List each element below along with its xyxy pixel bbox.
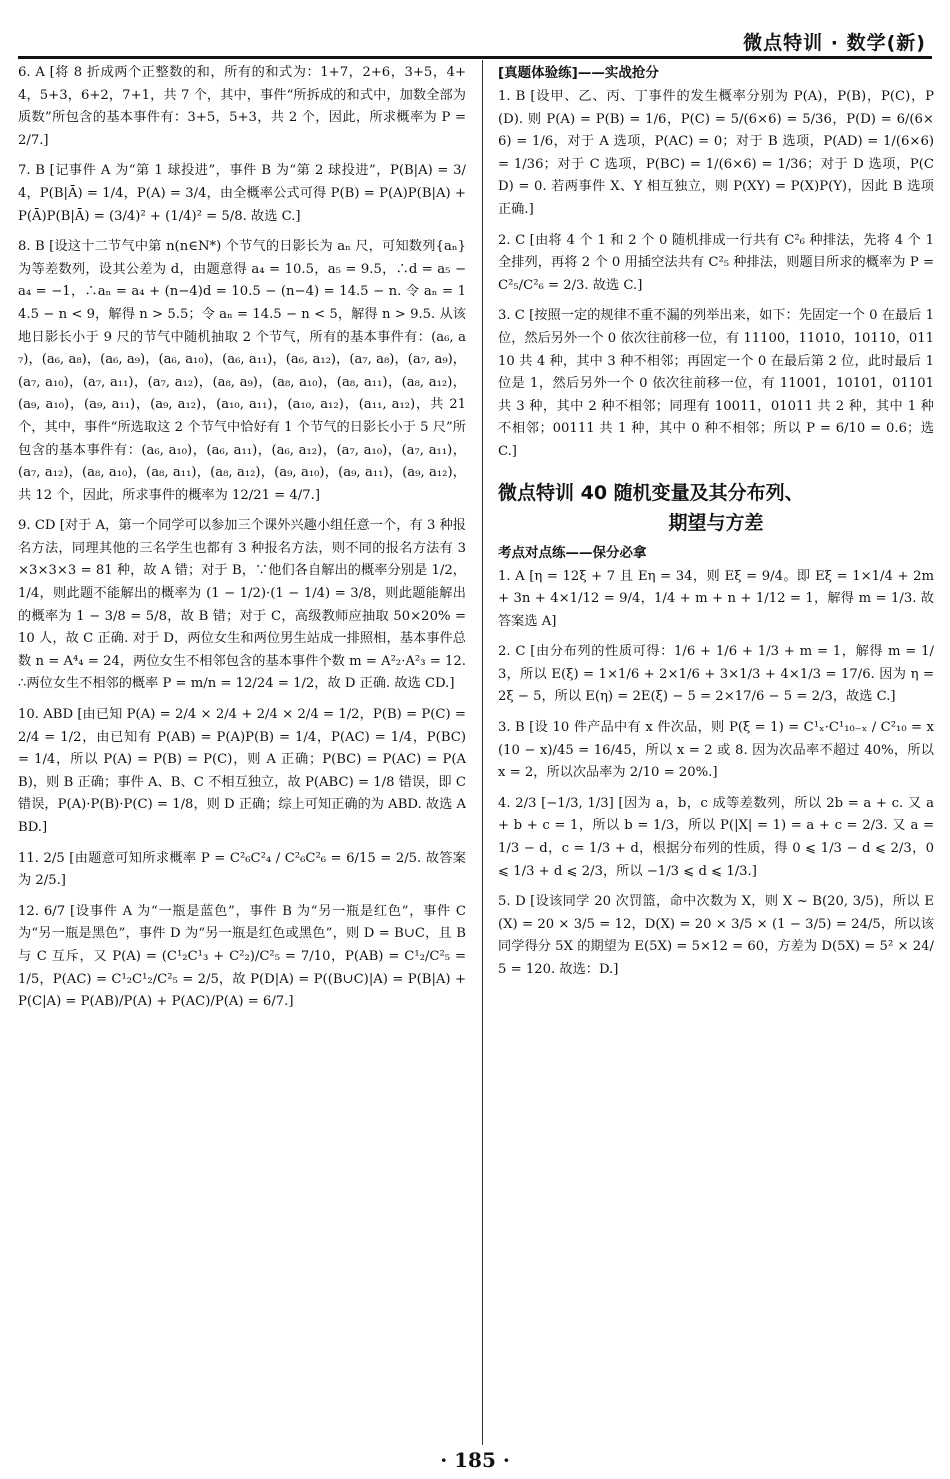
column-divider [482, 60, 483, 1445]
answer-item-9: 9. CD [对于 A，第一个同学可以参加三个课外兴趣小组任意一个，有 3 种报名方法，同理其他的三名学生也都有 3 种报名方法，则不同的报名方法有 3×3×3×3 = 81 种，故 A 错；对于 B，∵他们各自解出的概率分别是 1/2，1/4，则此题不能解出的概率为 (1 − 1/2)·(1 − 1/4) = 3/8，则此题能解出的概率为 1 − 3/8 = 5/8，故 B 错；对于 C，高级教师应抽取 50×20% = 10 人，故 C 正确. 对于 D，两位女生和两位男生站成一排照相，基本事件总数 n = A⁴₄ = 24，两位女生不相邻包含的基本事件个数 m = A²₂·A²₃ = 12. ∴两位女生不相邻的概率 P = m/n = 12/24 = 1/2，故 D 正确. 故选 CD.] [18, 518, 466, 692]
answer-item-10: 10. ABD [由已知 P(A) = 2/4 × 2/4 + 2/4 × 2/4 = 1/2，P(B) = P(C) = 2/4 = 1/2，由已知有 P(AB) = P(A)P(B) = 1/4，P(AC) = 1/4，P(BC) = 1/4，所以 P(A) = P(B) = P(C)，则 A 正确；P(BC) = P(AC) = P(AB)，则 B 正确；事件 A、B、C 不相互独立，故 P(ABC) = 1/8 错误，即 C 错误，P(A)·P(B)·P(C) = 1/8，则 D 正确；综上可知正确的为 ABD. 故选 ABD.] [18, 707, 466, 835]
answer-item-12: 12. 6/7 [设事件 A 为“一瓶是蓝色”，事件 B 为“另一瓶是红色”，事件 C 为“另一瓶是黑色”，事件 D 为“另一瓶是红色或黑色”，则 D = B∪C，且 B 与 C 互斥，又 P(A) = (C¹₂C¹₃ + C²₂)/C²₅ = 7/10，P(AB) = C¹₂/C²₅ = 1/5，P(AC) = C¹₂C¹₂/C²₅ = 2/5，故 P(D|A) = P((B∪C)|A) = P(B|A) + P(C|A) = P(AB)/P(A) + P(AC)/P(A) = 6/7.] [18, 903, 466, 1010]
section-title [498, 478, 934, 538]
page-header [0, 0, 950, 56]
header-title: 微点特训 · 数学(新) [743, 32, 926, 54]
section-title-line2: 期望与方差 [668, 511, 764, 534]
exam-item-2: 2. C [由将 4 个 1 和 2 个 0 随机排成一行共有 C²₆ 种排法，先将 4 个 1 全排列，再将 2 个 0 用插空法共有 C²₅ 种排法，则题目所求的概率为 P = C²₅/C²₆ = 2/3. 故选 C.] [498, 232, 934, 293]
right-column [498, 62, 934, 1442]
practice-item-4: 4. 2/3 [−1/3, 1/3] [因为 a，b，c 成等差数列，所以 2b = a + c. 又 a + b + c = 1，所以 b = 1/3，所以 P(|X| = 1) = a + c = 2/3. 又 a = 1/3 − d，c = 1/3 + d，根据分布列的性质，得 0 ⩽ 1/3 − d ⩽ 2/3，0 ⩽ 1/3 + d ⩽ 2/3，所以 −1/3 ⩽ d ⩽ 1/3.] [498, 795, 934, 879]
answer-item-7: 7. B [记事件 A 为“第 1 球投进”，事件 B 为“第 2 球投进”，P(B|A) = 3/4，P(B|Ā) = 1/4，P(A) = 3/4，由全概率公式可得 P(B) = P(A)P(B|A) + P(Ā)P(B|Ā) = (3/4)² + (1/4)² = 5/8. 故选 C.] [18, 163, 466, 224]
section-label-real-exam: [真题体验练]——实战抢分 [498, 65, 659, 81]
header-rule [18, 56, 932, 59]
section-label-practice: 考点对点练——保分必拿 [498, 544, 647, 561]
practice-item-2: 2. C [由分布列的性质可得：1/6 + 1/6 + 1/3 + m = 1，解得 m = 1/3，所以 E(ξ) = 1×1/6 + 2×1/6 + 3×1/3 + 4×1/3 = 17/6. 因为 η = 2ξ − 5，所以 E(η) = 2E(ξ) − 5 = 2×17/6 − 5 = 2/3，故选 C.] [498, 644, 934, 705]
exam-item-3: 3. C [按照一定的规律不重不漏的列举出来，如下：先固定一个 0 在最后 1 位，然后另外一个 0 依次往前移一位，有 11100，11010，10110，01110 共 4 种，其中 3 种不相邻；再固定一个 0 在最后第 2 位，此时最后 1 位是 1，然后另外一个 0 依次往前移一位，有 11001，10101，01101 共 3 种，其中 2 种不相邻；同理有 10011，01011 共 2 种，其中 1 种不相邻；00111 共 1 种，其中 0 种不相邻；所以 P = 6/10 = 0.6；选 C.] [498, 308, 934, 459]
practice-item-3: 3. B [设 10 件产品中有 x 件次品，则 P(ξ = 1) = C¹ₓ·C¹₁₀₋ₓ / C²₁₀ = x(10 − x)/45 = 16/45，所以 x = 2 或 8. 因为次品率不超过 40%，所以 x = 2，所以次品率为 2/10 = 20%.] [498, 720, 934, 781]
answer-item-11: 11. 2/5 [由题意可知所求概率 P = C²₆C²₄ / C²₆C²₆ = 6/15 = 2/5. 故答案为 2/5.] [18, 850, 466, 889]
exam-item-1: 1. B [设甲、乙、丙、丁事件的发生概率分别为 P(A)，P(B)，P(C)，P(D). 则 P(A) = P(B) = 1/6，P(C) = 5/(6×6) = 5/36，P(D) = 6/(6×6) = 1/6，对于 A 选项，P(AC) = 0；对于 B 选项，P(AD) = 1/(6×6) = 1/36；对于 C 选项，P(BC) = 1/(6×6) = 1/36；对于 D 选项，P(CD) = 0. 若两事件 X、Y 相互独立，则 P(XY) = P(X)P(Y)，因此 B 选项正确.] [498, 89, 934, 217]
practice-item-1: 1. A [η = 12ξ + 7 且 Eη = 34，则 Eξ = 9/4。即 Eξ = 1×1/4 + 2m + 3n + 4×1/12 = 9/4，1/4 + m + n + 1/12 = 1，解得 m = 1/3. 故答案选 A] [498, 568, 934, 629]
page-number: · 185 · [440, 1448, 510, 1472]
left-column [18, 62, 466, 1442]
practice-item-5: 5. D [设该同学 20 次罚篮，命中次数为 X，则 X ~ B(20, 3/5)，所以 E(X) = 20 × 3/5 = 12，D(X) = 20 × 3/5 × (1 − 3/5) = 24/5，所以该同学得分 5X 的期望为 E(5X) = 5×12 = 60，方差为 D(5X) = 5² × 24/5 = 120. 故选：D.] [498, 894, 934, 977]
section-title-line1: 微点特训 40 随机变量及其分布列、 [498, 481, 804, 504]
answer-item-8: 8. B [设这十二节气中第 n(n∈N*) 个节气的日影长为 aₙ 尺，可知数列{aₙ}为等差数列，设其公差为 d，由题意得 a₄ = 10.5，a₅ = 9.5，∴d = a₅ − a₄ = −1，∴aₙ = a₄ + (n−4)d = 10.5 − (n−4) = 14.5 − n. 令 aₙ = 14.5 − n < 9，解得 n > 5.5；令 aₙ = 14.5 − n < 5，解得 n > 9.5. 从该地日影长小于 9 尺的节气中随机抽取 2 个节气，所有的基本事件有：(a₆, a₇)，(a₆, a₈)，(a₆, a₉)，(a₆, a₁₀)，(a₆, a₁₁)，(a₆, a₁₂)，(a₇, a₈)，(a₇, a₉)，(a₇, a₁₀)，(a₇, a₁₁)，(a₇, a₁₂)，(a₈, a₉)，(a₈, a₁₀)，(a₈, a₁₁)，(a₈, a₁₂)，(a₉, a₁₀)，(a₉, a₁₁)，(a₉, a₁₂)，(a₁₀, a₁₁)，(a₁₀, a₁₂)，(a₁₁, a₁₂)，共 21 个，其中，事件“所选取这 2 个节气中恰好有 1 个节气的日影长小于 5 尺”所包含的基本事件有：(a₆, a₁₀)，(a₆, a₁₁)，(a₆, a₁₂)，(a₇, a₁₀)，(a₇, a₁₁)，(a₇, a₁₂)，(a₈, a₁₀)，(a₈, a₁₁)，(a₈, a₁₂)，(a₉, a₁₀)，(a₉, a₁₁)，(a₉, a₁₂)，共 12 个，因此，所求事件的概率为 12/21 = 4/7.] [18, 239, 466, 503]
answer-item-6: 6. A [将 8 折成两个正整数的和，所有的和式为：1+7，2+6，3+5，4+4，5+3，6+2，7+1，共 7 个，其中，事件“所拆成的和式中，加数全部为质数”所包含的基本事件有：3+5，5+3，共 2 个，因此，所求概率为 P = 2/7.] [18, 65, 466, 148]
